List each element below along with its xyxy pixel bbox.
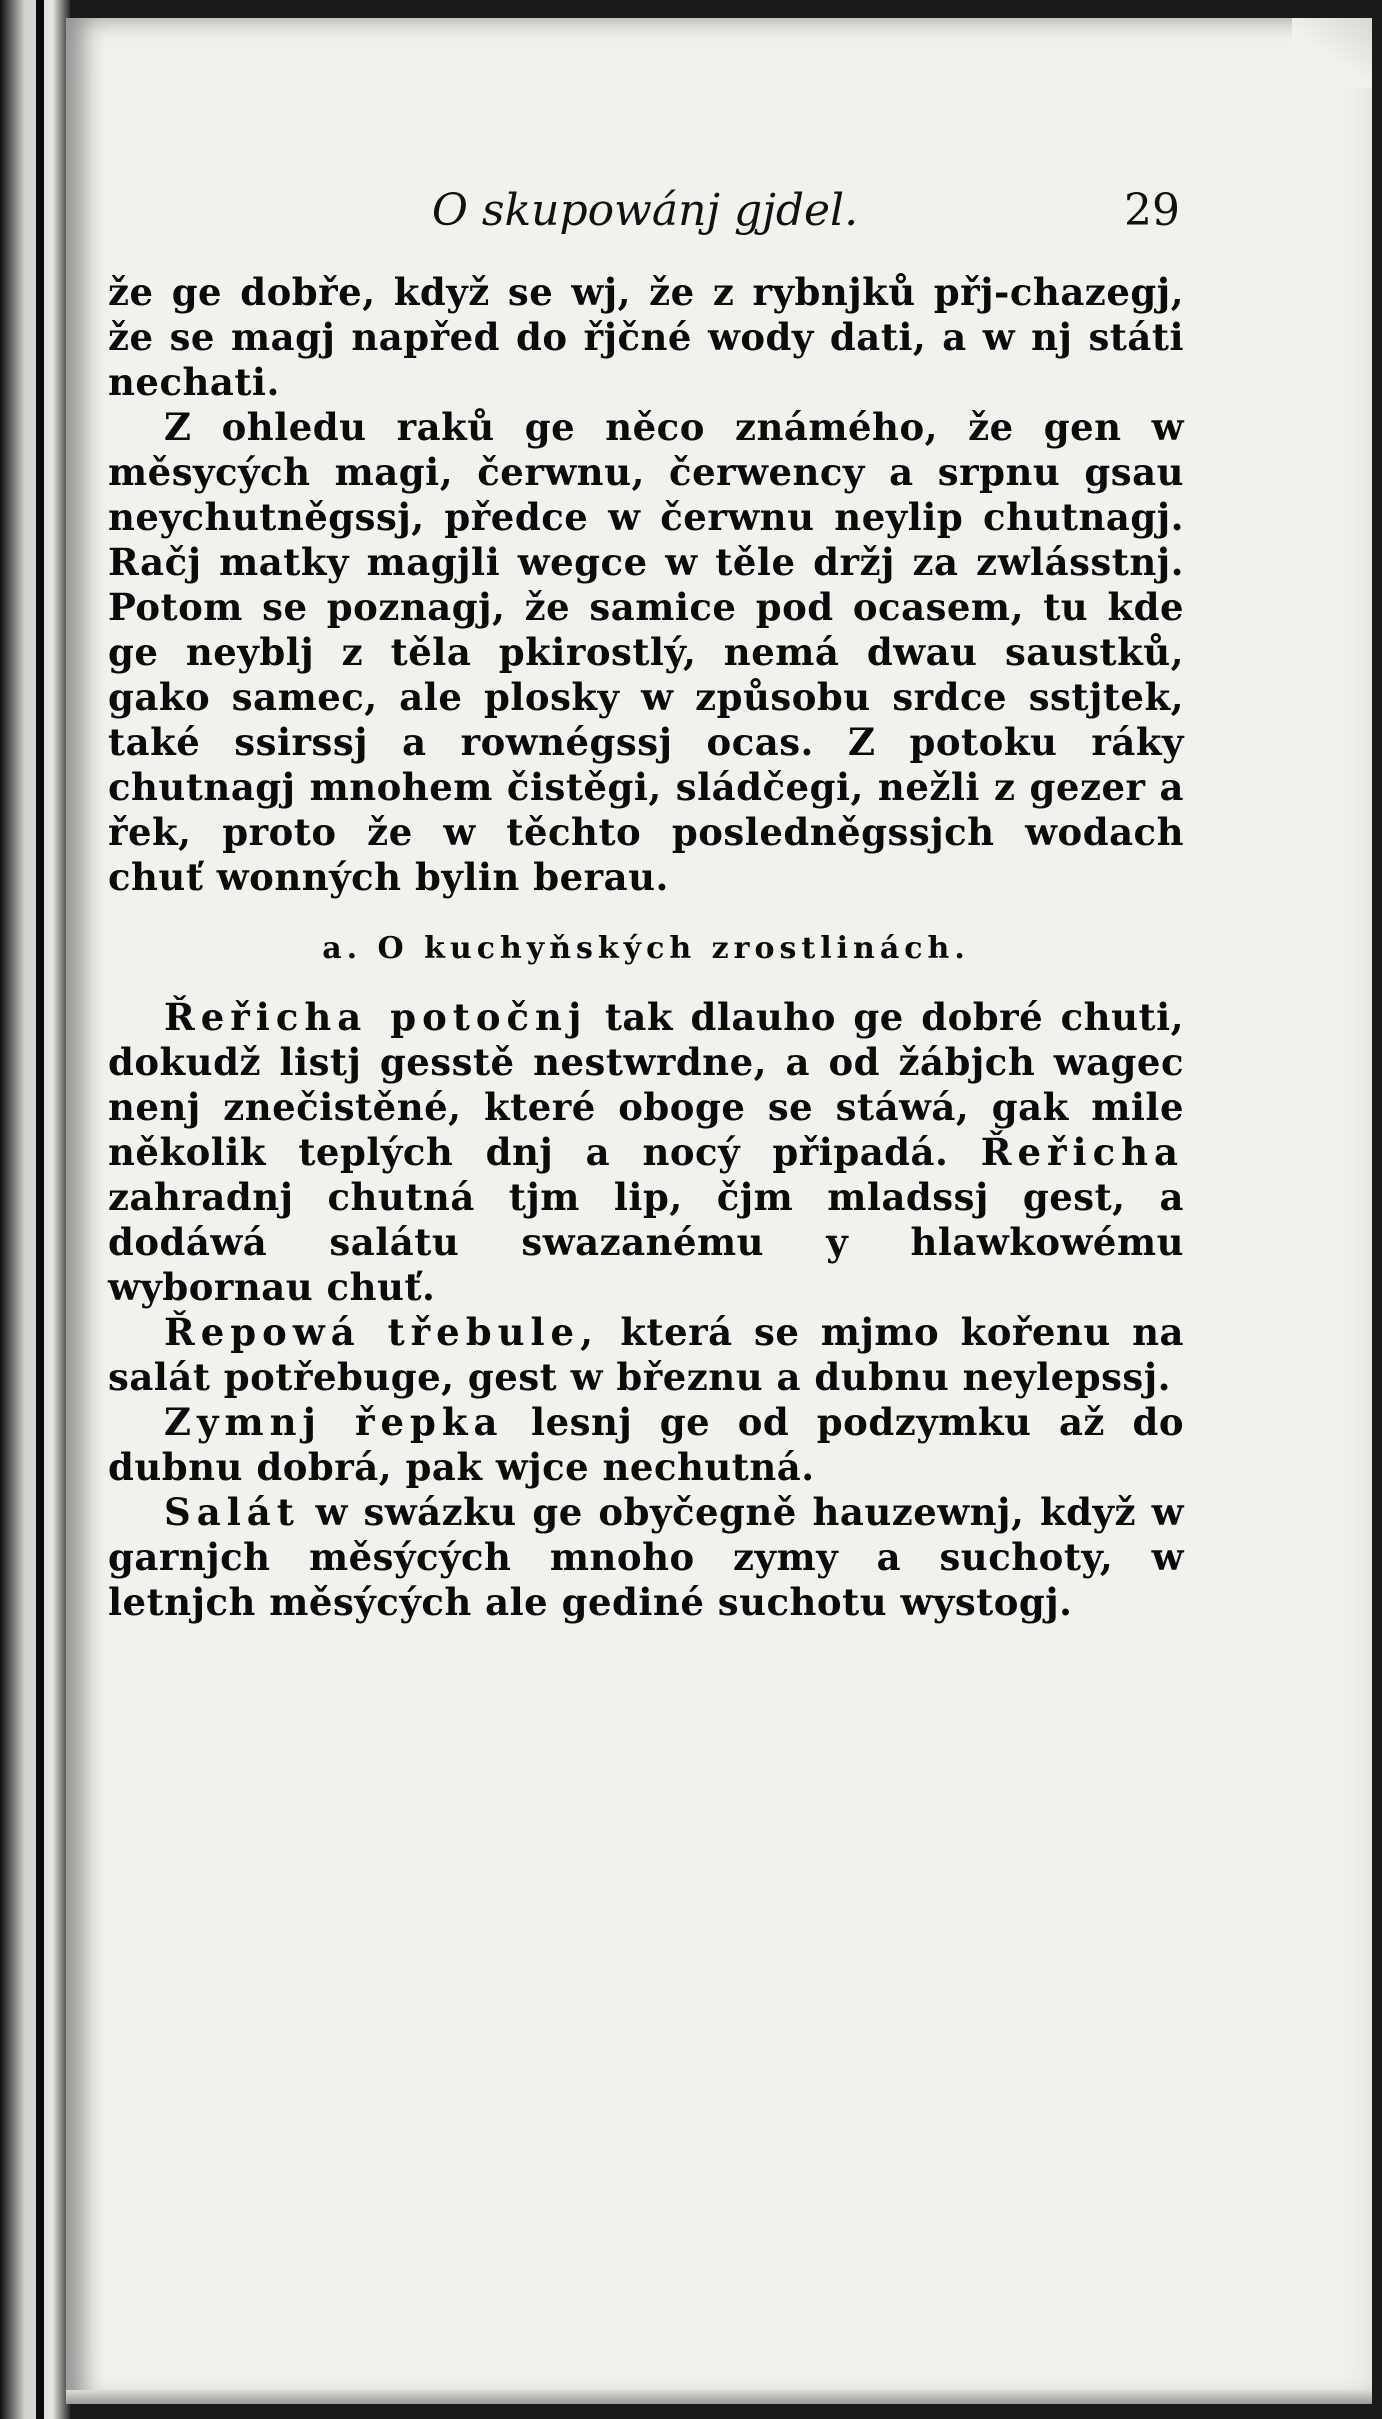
page-header — [110, 185, 1180, 255]
term-salat: Salát — [164, 1490, 300, 1534]
paragraph-repowa — [108, 1310, 1184, 1400]
running-head: O skupowánj gjdel. — [431, 185, 859, 236]
paragraph-rericha — [108, 995, 1184, 1310]
term-rericha: Řeřicha — [980, 1130, 1184, 1174]
term-zymni-repka: Zymnj řepka — [164, 1400, 504, 1444]
body-text — [108, 270, 1184, 1625]
paragraph-rericha-text-2: zahradnj chutná tjm lip, čjm mladssj gest, a dodáwá salátu swazanému y hlawkowému wybornau chuť. — [108, 1175, 1184, 1309]
paragraph-repowa-text: která se mjmo kořenu na salát potřebuge, gest w březnu a dubnu neylepssj. — [108, 1310, 1185, 1399]
paragraph-zymni-repka-text: lesnj ge od podzymku až do dubnu dobrá, pak wjce nechutná. — [108, 1400, 1185, 1489]
paragraph-raci: Z ohledu raků ge něco známého, že gen w měsycých magi, čerwnu, čerwency a srpnu gsau neychutněgssj, předce w čerwnu neylip chutnagj. Račj matky magjli wegce w těle držj za zwlásstnj. Potom se poznagj, že samice pod ocasem, tu kde ge neyblj z těla pkirostlý, nemá dwau saustků, gako samec, ale plosky w způsobu srdce sstjtek, také ssirssj a rownégssj ocas. Z potoku ráky chutnagj mnohem čistěgi, sládčegi, nežli z gezer a řek, proto že w těchto posledněgssjch wodach chuť wonných bylin berau. — [108, 405, 1184, 899]
paragraph-rericha-text: tak dlauho ge dobré chuti, dokudž listj gesstě nestwrdne, a od žábjch wagec nenj znečistěné, které oboge se stáwá, gak mile několik teplých dnj a nocý připadá. — [108, 995, 1185, 1174]
page-number: 29 — [1124, 185, 1180, 236]
term-repowa-trebule: Řepowá třebule, — [164, 1310, 599, 1354]
paragraph-continued: že ge dobře, když se wj, že z rybnjků přj-chazegj, že se magj napřed do řjčné wody dati, a w nj státi nechati. — [108, 270, 1184, 404]
paragraph-salat — [108, 1490, 1184, 1625]
binding-gutter — [36, 0, 44, 2419]
term-rericha-potocni: Řeřicha potočnj — [164, 995, 588, 1039]
paragraph-salat-text: w swázku ge obyčegně hauzewnj, když w garnjch měsýcých mnoho zymy a suchoty, w letnjch měsýcých ale gediné suchotu wystogj. — [108, 1490, 1184, 1624]
section-heading: a. O kuchyňských zrostlinách. — [322, 931, 970, 966]
paragraph-zymni-repka — [108, 1400, 1184, 1490]
left-page-edge — [0, 0, 70, 2419]
page-bottom-edge — [66, 2390, 1372, 2404]
page-corner-fold — [1292, 18, 1372, 88]
